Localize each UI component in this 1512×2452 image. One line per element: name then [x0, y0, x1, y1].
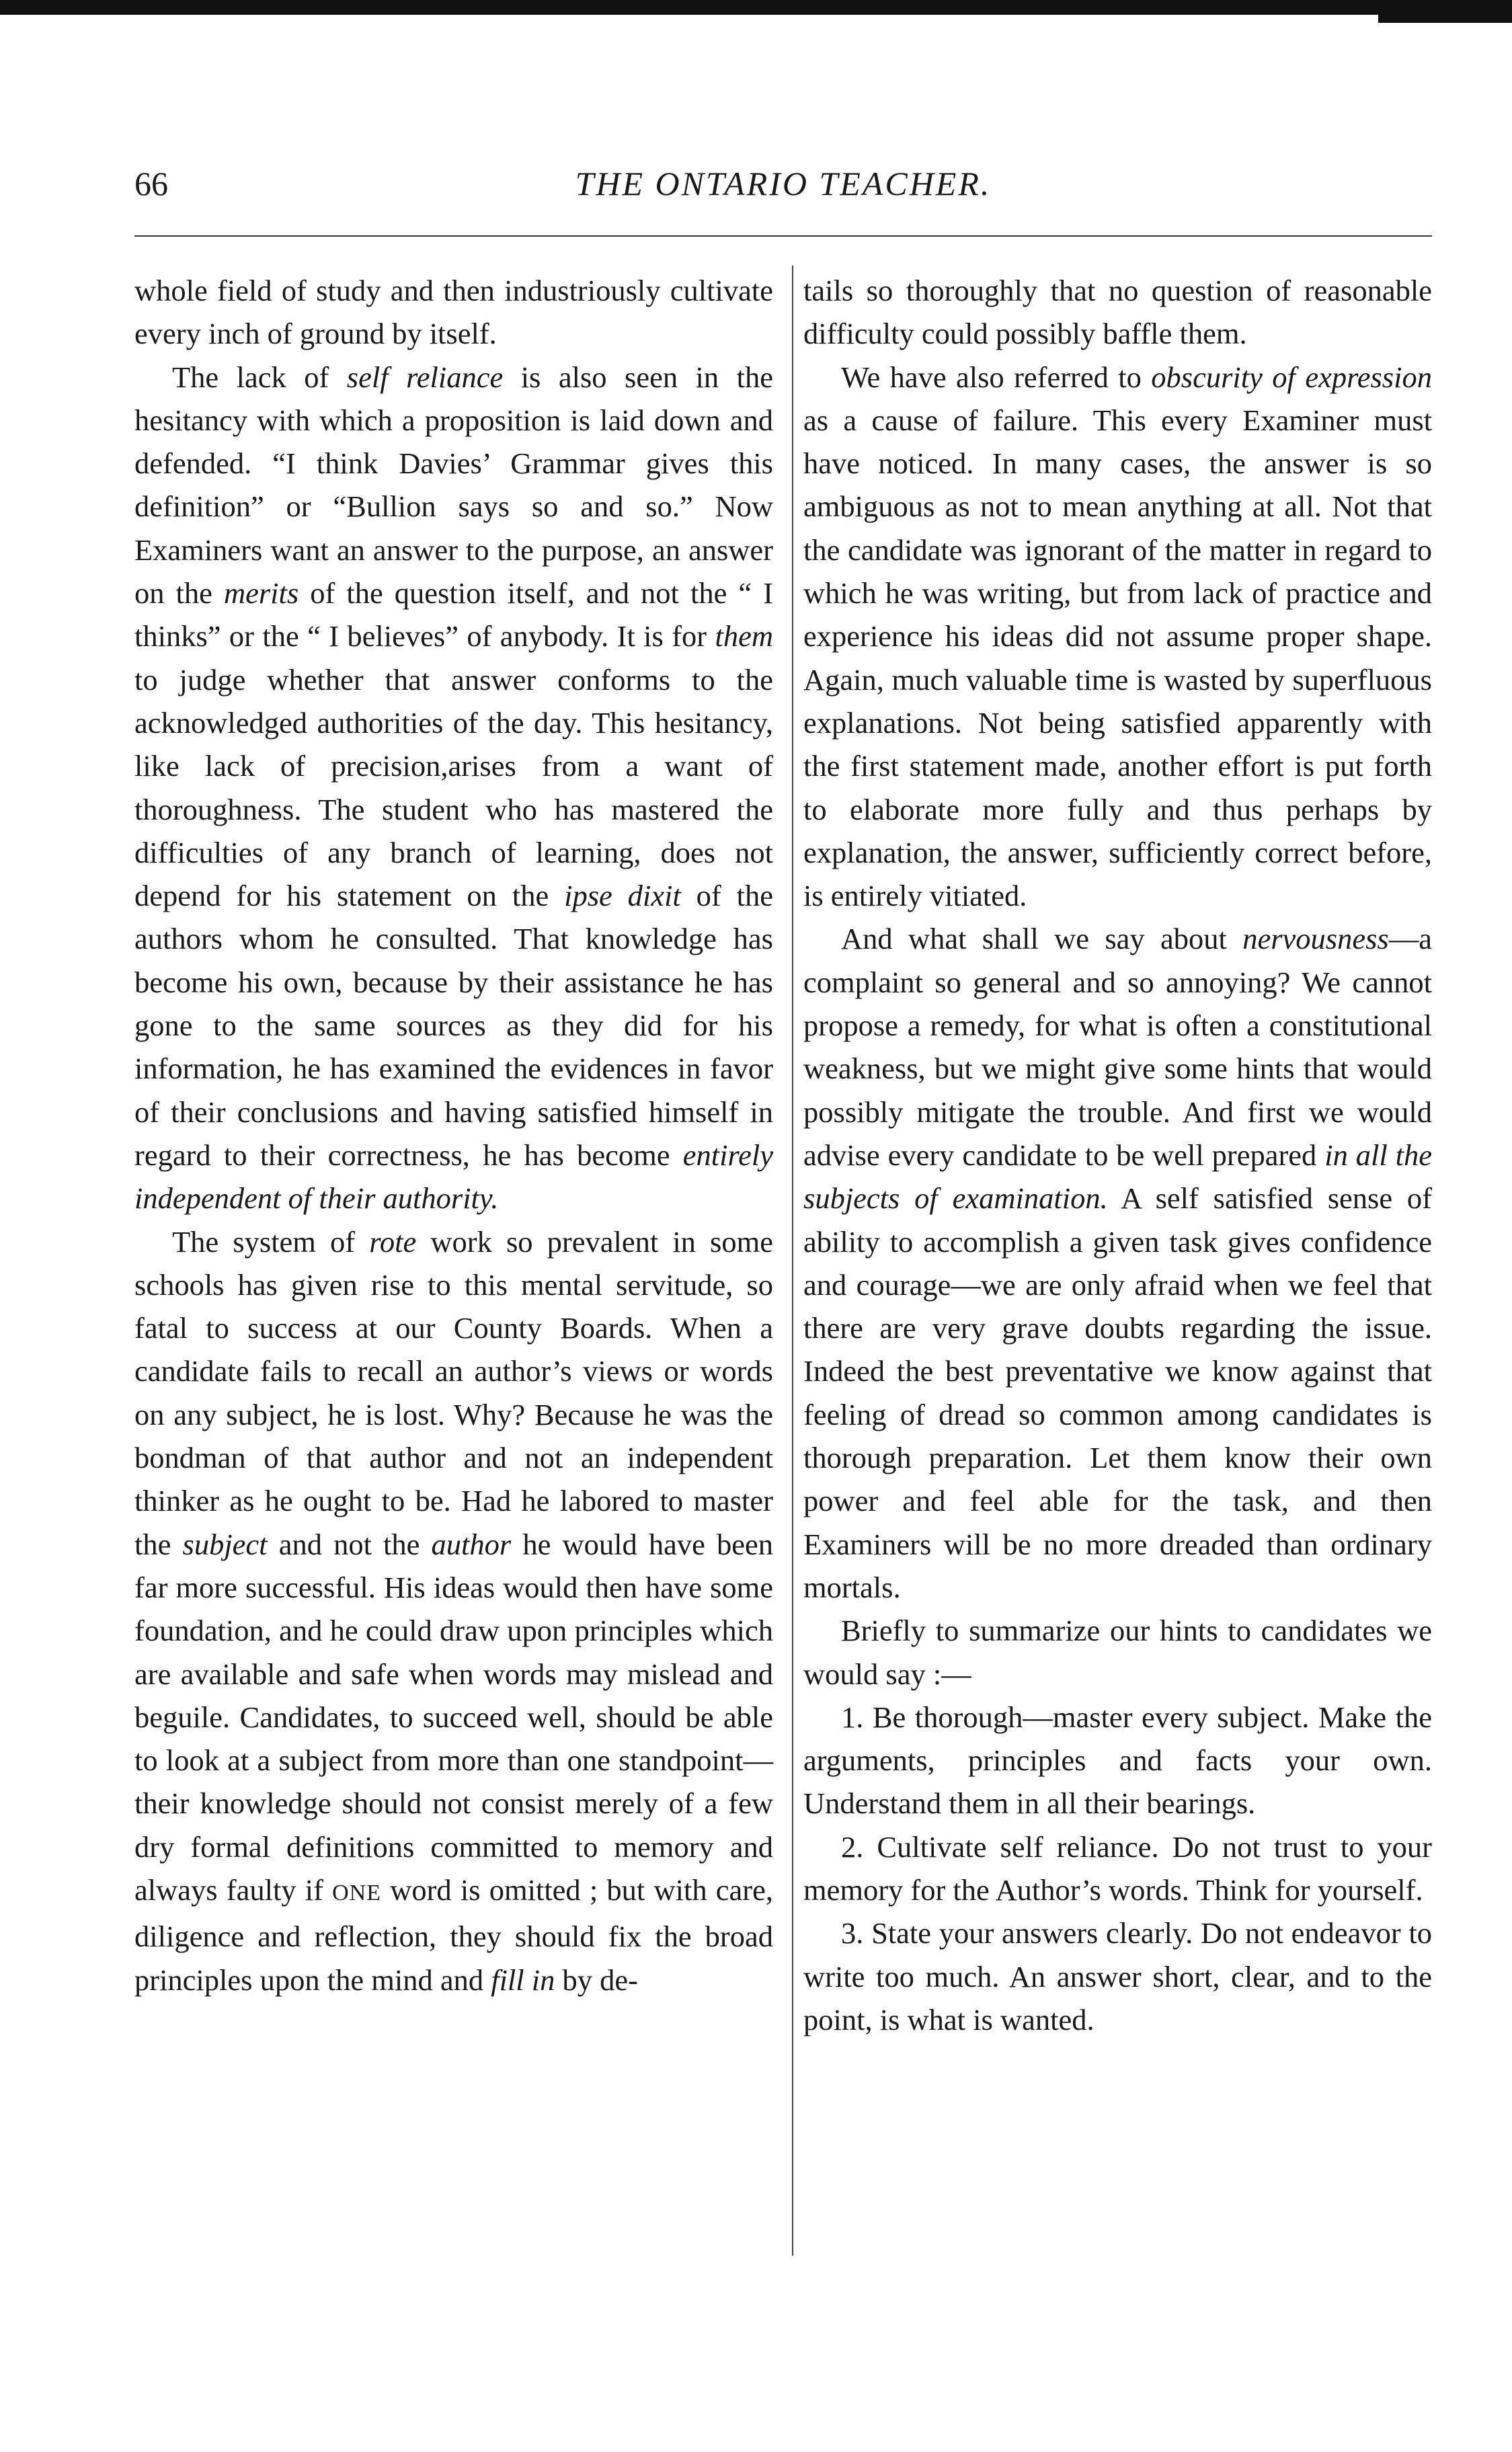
- text-run: And what shall we say about: [841, 922, 1243, 956]
- text-run: is also seen in the hesitancy with which a proposition is laid down and defended. “I think Davies’ Grammar gives this definition” or “Bullion says so and so.” Now Examiners want an answer to the purpose, an answer on the: [134, 360, 773, 610]
- column-divider: [792, 266, 793, 2256]
- emphasis: obscurity of expression: [1151, 360, 1432, 394]
- left-paragraph-2: [134, 356, 773, 1220]
- text-run: The system of: [172, 1224, 370, 1259]
- right-paragraph-4: Briefly to summarize our hints to candidates we would say :—: [803, 1614, 1432, 1691]
- left-paragraph-1: whole field of study and then industriously cultivate every inch of ground by itself.: [134, 274, 773, 351]
- page-header: [134, 155, 1432, 215]
- left-column: [134, 269, 773, 2002]
- right-paragraph-2: [803, 356, 1432, 918]
- page-number: 66: [134, 165, 168, 202]
- text-run: —a complaint so general and so annoying? We cannot propose a remedy, for what is often a constitutional weakness, but we might give some hints that would possibly mitigate the trouble. And first we would advise every candidate to be well prepared: [803, 922, 1432, 1172]
- text-run: word is omitted ; but with care, diligence and reflection, they should fix the broad principles upon the mind and: [134, 1872, 773, 1997]
- small-caps: ONE: [332, 1880, 382, 1905]
- emphasis: author: [431, 1527, 512, 1561]
- summary-item-2: 2. Cultivate self reliance. Do not trust to your memory for the Author’s words. Think for yourself.: [803, 1829, 1432, 1907]
- text-run: We have also referred to: [841, 360, 1152, 394]
- text-run: work so prevalent in some schools has given rise to this mental servitude, so fatal to success at our County Boards. When a candidate fails to recall an author’s views or words on any subject, he is lost. Why? Because he was the bondman of that author and not an independent thinker as he ought to be. Had he labored to master the: [134, 1224, 773, 1561]
- summary-item-3: 3. State your answers clearly. Do not endeavor to write too much. An answer short, clear, and to the point, is what is wanted.: [803, 1916, 1432, 2036]
- top-border-rule: [0, 0, 1512, 15]
- header-rule: [134, 235, 1432, 237]
- emphasis: merits: [223, 576, 299, 610]
- text-run: of the question itself, and not the “ I thinks” or the “ I believes” of anybody. It is for: [134, 576, 773, 654]
- emphasis: in all the subjects of examination.: [803, 1138, 1432, 1216]
- text-run: by de-: [555, 1963, 638, 1997]
- right-paragraph-3: [803, 917, 1432, 1609]
- text-run: he would have been far more successful. His ideas would then have some foundation, and he could draw upon principles which are available and safe when words may mislead and beguile. Candidates, to succeed well, should be able to look at a subject from more than one standpoint—their knowledge should not consist merely of a few dry formal definitions committed to memory and always faulty if: [134, 1527, 773, 1907]
- emphasis: them: [715, 619, 773, 654]
- text-run: as a cause of failure. This every Examiner must have noticed. In many cases, the answer is so ambiguous as not to mean anything at all. Not that the candidate was ignorant of the matter in regard to which he was writing, but from lack of practice and experience his ideas did not assume proper shape. Again, much valuable time is wasted by superfluous explanations. Not being satisfied apparently with the first statement made, another effort is put forth to elaborate more fully and thus perhaps by explanation, the answer, sufficiently correct before, is entirely vitiated.: [803, 403, 1432, 913]
- top-border-notch: [1378, 12, 1512, 23]
- right-paragraph-1: tails so thoroughly that no question of reasonable difficulty could possibly baffle them.: [803, 274, 1432, 351]
- text-run: A self satisfied sense of ability to accomplish a given task gives confidence and courage—we are only afraid when we feel that there are very grave doubts regarding the issue. Indeed the best preventative we know against that feeling of dread so common among candidates is thorough preparation. Let them know their own power and feel able for the task, and then Examiners will be no more dreaded than ordinary mortals.: [803, 1181, 1433, 1604]
- emphasis: nervousness: [1242, 922, 1389, 956]
- emphasis: subject: [182, 1527, 268, 1561]
- text-run: and not the: [267, 1527, 432, 1561]
- left-paragraph-3: [134, 1220, 773, 2002]
- text-run: of the authors whom he consulted. That knowledge has become his own, because by their assistance he has gone to the same sources as they did for his information, he has examined the evidences in favor of their conclusions and having satisfied himself in regard to their correctness, he has become: [134, 879, 773, 1172]
- emphasis: ipse dixit: [564, 879, 681, 913]
- emphasis: self reliance: [346, 360, 504, 394]
- emphasis: fill in: [491, 1963, 555, 1997]
- text-run: The lack of: [172, 360, 347, 394]
- text-run: to judge whether that answer conforms to the acknowledged authorities of the day. This hesitancy, like lack of precision,arises from a want of thoroughness. The student who has mastered the difficulties of any branch of learning, does not depend for his statement on the: [134, 662, 773, 913]
- right-column: [803, 269, 1432, 2041]
- emphasis: rote: [369, 1224, 417, 1259]
- emphasis: entirely independent of their authority.: [134, 1138, 773, 1216]
- summary-item-1: 1. Be thorough—master every subject. Make the arguments, principles and facts your own. Understand them in all their bearings.: [803, 1700, 1432, 1821]
- running-title: THE ONTARIO TEACHER.: [575, 165, 992, 202]
